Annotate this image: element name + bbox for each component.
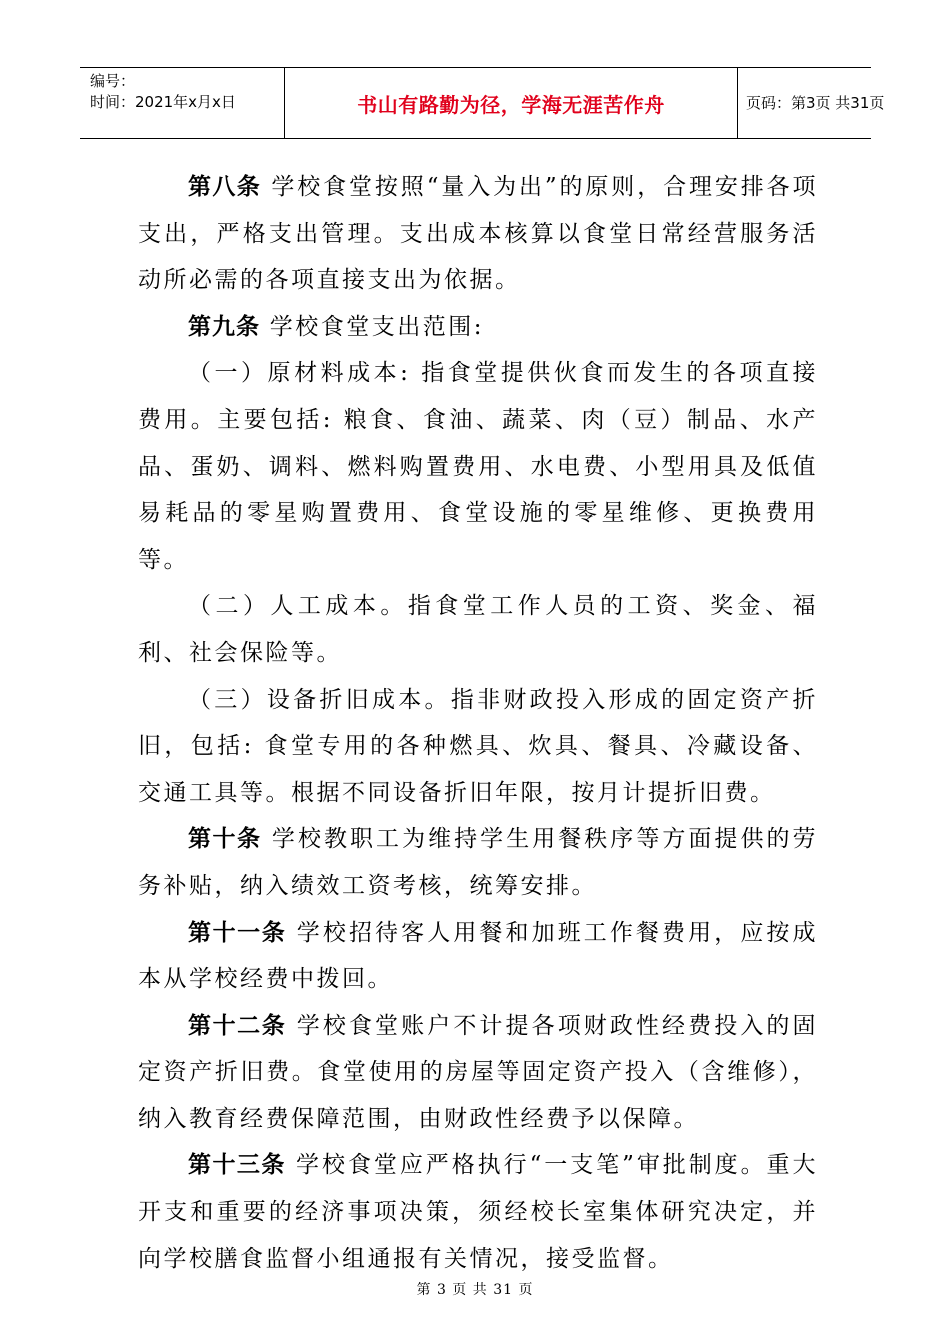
article-paragraph xyxy=(138,816,818,909)
clause-paragraph xyxy=(138,583,818,676)
article-text: 学校食堂按照“量入为出”的原则，合理安排各项支出，严格支出管理。支出成本核算以食堂日常经营服务活动所必需的各项直接支出为依据。 xyxy=(138,174,819,294)
document-number-label: 编号： xyxy=(90,72,136,90)
article-number: 第十二条 xyxy=(188,1012,287,1039)
article-number: 第十三条 xyxy=(188,1152,286,1179)
clause-text: （三）设备折旧成本。指非财政投入形成的固定资产折旧，包括: 食堂专用的各种燃具、炊具、餐具、冷藏设备、交通工具等。根据不同设备折旧年限，按月计提折旧费。 xyxy=(138,686,818,806)
document-header xyxy=(80,67,885,139)
article-paragraph xyxy=(138,1142,818,1282)
header-motto: 书山有路勤为径，学海无涯苦作舟 xyxy=(357,92,665,117)
clause-text: （二）人工成本。指食堂工作人员的工资、奖金、福利、社会保险等。 xyxy=(138,593,818,666)
article-text: 学校招待客人用餐和加班工作餐费用，应按成本从学校经费中拨回。 xyxy=(138,919,819,993)
clause-paragraph xyxy=(138,677,818,817)
document-body xyxy=(138,164,818,1282)
clause-text: （一）原材料成本: 指食堂提供伙食而发生的各项直接费用。主要包括: 粮食、食油、蔬菜、肉（豆）制品、水产品、蛋奶、调料、燃料购置费用、水电费、小型用具及低值易耗品的零星购置费用、食堂设施的零星维修、更换费用等。 xyxy=(138,360,818,573)
article-text: 学校食堂应严格执行“一支笔”审批制度。重大开支和重要的经济事项决策，须经校长室集体研究决定，并向学校膳食监督小组通报有关情况，接受监督。 xyxy=(138,1152,819,1272)
article-text: 学校教职工为维持学生用餐秩序等方面提供的劳务补贴，纳入绩效工资考核，统筹安排。 xyxy=(138,826,819,899)
article-paragraph xyxy=(138,304,818,351)
header-motto-cell xyxy=(285,68,738,138)
article-text: 学校食堂账户不计提各项财政性经费投入的固定资产折旧费。食堂使用的房屋等固定资产投入（含维修），纳入教育经费保障范围，由财政性经费予以保障。 xyxy=(138,1012,819,1132)
article-paragraph xyxy=(138,1003,818,1143)
document-time-label: 时间：2021年x月x日 xyxy=(90,93,236,111)
page-footer: 第 3 页 共 31 页 xyxy=(416,1282,534,1298)
article-text: 学校食堂支出范围: xyxy=(260,313,485,340)
clause-paragraph xyxy=(138,350,818,583)
article-number: 第十条 xyxy=(188,826,262,853)
article-paragraph xyxy=(138,910,818,1003)
article-number: 第八条 xyxy=(188,174,262,200)
header-page-code: 页码：第3页 共31页 xyxy=(746,93,885,112)
article-number: 第十一条 xyxy=(188,919,287,946)
header-page-cell xyxy=(738,68,885,138)
article-number: 第九条 xyxy=(188,313,260,340)
article-paragraph xyxy=(138,164,818,304)
header-meta-cell xyxy=(80,68,285,138)
